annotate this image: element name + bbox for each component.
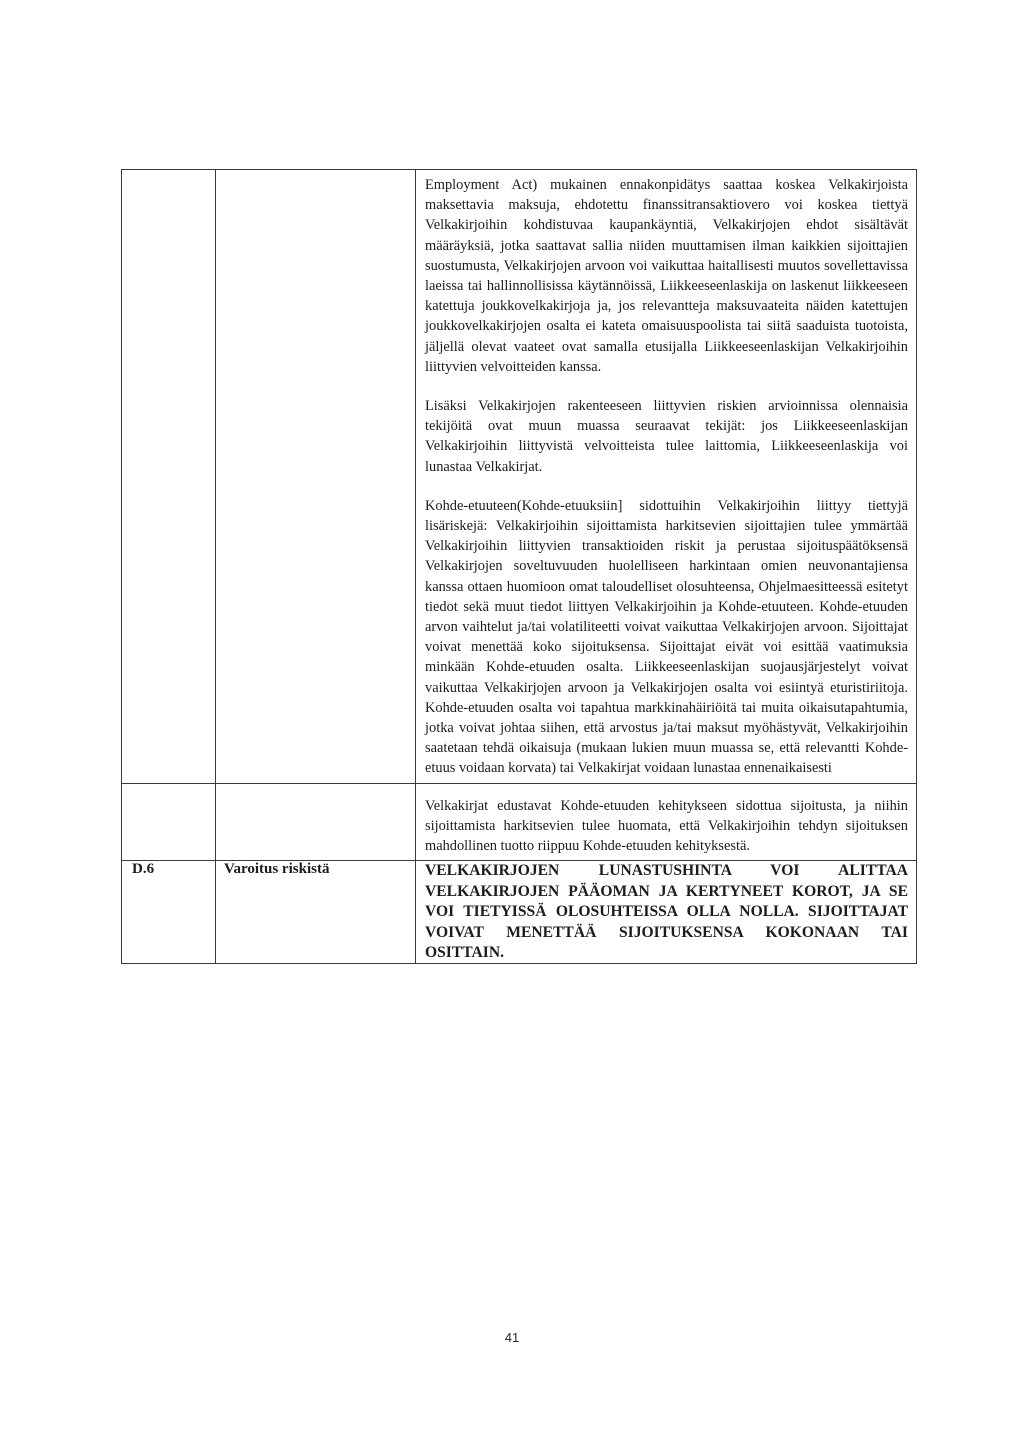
table-row	[122, 170, 917, 784]
paragraph: Kohde-etuuteen(Kohde-etuuksiin] sidottuihin Velkakirjoihin liittyy tiettyjä lisäriskejä: Velkakirjoihin sijoittamista harkitsevien sijoittajien tulee ymmärtää Velkakirjoihin liittyvien transaktioiden riskit ja perustaa sijoituspäätöksensä Velkakirjojen soveltuvuuden huolelliseen harkintaan omien neuvonantajiensa kanssa ottaen huomioon omat taloudelliset olosuhteensa, Ohjelmaesitteessä esitetyt tiedot sekä muut tiedot liittyen Velkakirjoihin ja Kohde-etuuteen. Kohde-etuuden arvon vaihtelut ja/tai volatiliteetti voivat vaikuttaa Velkakirjojen arvoon. Sijoittajat voivat menettää koko sijoituksensa. Sijoittajat eivät voi esittää vaatimuksia minkään Kohde-etuuden osalta. Liikkeeseenlaskijan suojausjärjestelyt voivat vaikuttaa Velkakirjojen arvoon ja Velkakirjojen osalta voi esiintyä eturistiriitoja. Kohde-etuuden osalta voi tapahtua markkinahäiriöitä tai muita oikaisutapahtumia, jotka voivat johtaa siihen, että arvostus ja/tai maksut myöhästyvät, Velkakirjoihin saatetaan tehdä oikaisuja (mukaan lukien muun muassa se, että relevantti Kohde-etuus voidaan korvata) tai Velkakirjat voidaan lunastaa ennenaikaisesti	[425, 497, 908, 777]
element-code-cell	[122, 170, 216, 784]
element-code: D.6	[132, 861, 155, 878]
element-text-cell	[416, 170, 917, 784]
table-row-d6	[122, 861, 917, 964]
risk-warning: VELKAKIRJOJEN LUNASTUSHINTA VOI ALITTAA VELKAKIRJOJEN PÄÄOMAN JA KERTYNEET KOROT, JA SE VOI TIETYISSÄ OLOSUHTEISSA OLLA NOLLA. SIJOITTAJAT VOIVAT MENETTÄÄ SIJOITUKSENSA KOKONAAN TAI OSITTAIN.	[425, 862, 908, 961]
paragraph: Employment Act) mukainen ennakonpidätys saattaa koskea Velkakirjoista maksettavia maksuja, ehdotettu finanssitransaktiovero voi koskea tiettyä Velkakirjoihin kohdistuvaa kaupankäyntiä, Velkakirjojen ehdot sisältävät määräyksiä, jotka saattavat sallia niiden muuttamisen ilman kaikkien sijoittajien suostumusta, Velkakirjojen arvoon voi vaikuttaa haitallisesti muutos sovellettavissa laeissa tai hallinnollisissa käytännöissä, Liikkeeseenlaskija on laskenut liikkeeseen katettuja joukkovelkakirjoja ja, jos relevantteja maksuvaateita näiden katettujen joukkovelkakirjojen osalta ei kateta omaisuuspoolista tai siitä saaduista tuotoista, jäljellä olevat vaateet ovat samalla etusijalla Liikkeeseenlaskijan Velkakirjoihin liittyvien velvoitteiden kanssa.	[425, 177, 908, 375]
element-text-cell	[416, 861, 917, 964]
element-text-cell	[416, 783, 917, 861]
element-title: Varoitus riskistä	[224, 861, 330, 878]
table-row	[122, 783, 917, 861]
page-number: 41	[504, 1330, 520, 1345]
element-code-cell	[122, 861, 216, 964]
paragraph: Velkakirjat edustavat Kohde-etuuden kehitykseen sidottua sijoitusta, ja niihin sijoittamista harkitsevien tulee huomata, että Velkakirjoihin tehdyn sijoituksen mahdollinen tuotto riippuu Kohde-etuuden kehityksestä.	[425, 797, 908, 855]
element-title-cell	[216, 170, 416, 784]
summary-table	[121, 169, 917, 964]
paragraph: Lisäksi Velkakirjojen rakenteeseen liittyvien riskien arvioinnissa olennaisia tekijöitä ovat muun muassa seuraavat tekijät: jos Liikkeeseenlaskijan Velkakirjoihin liittyvistä velvoitteista tulee laittomia, Liikkeeseenlaskija voi lunastaa Velkakirjat.	[425, 398, 908, 475]
element-code-cell	[122, 783, 216, 861]
element-title-cell	[216, 861, 416, 964]
element-title-cell	[216, 783, 416, 861]
